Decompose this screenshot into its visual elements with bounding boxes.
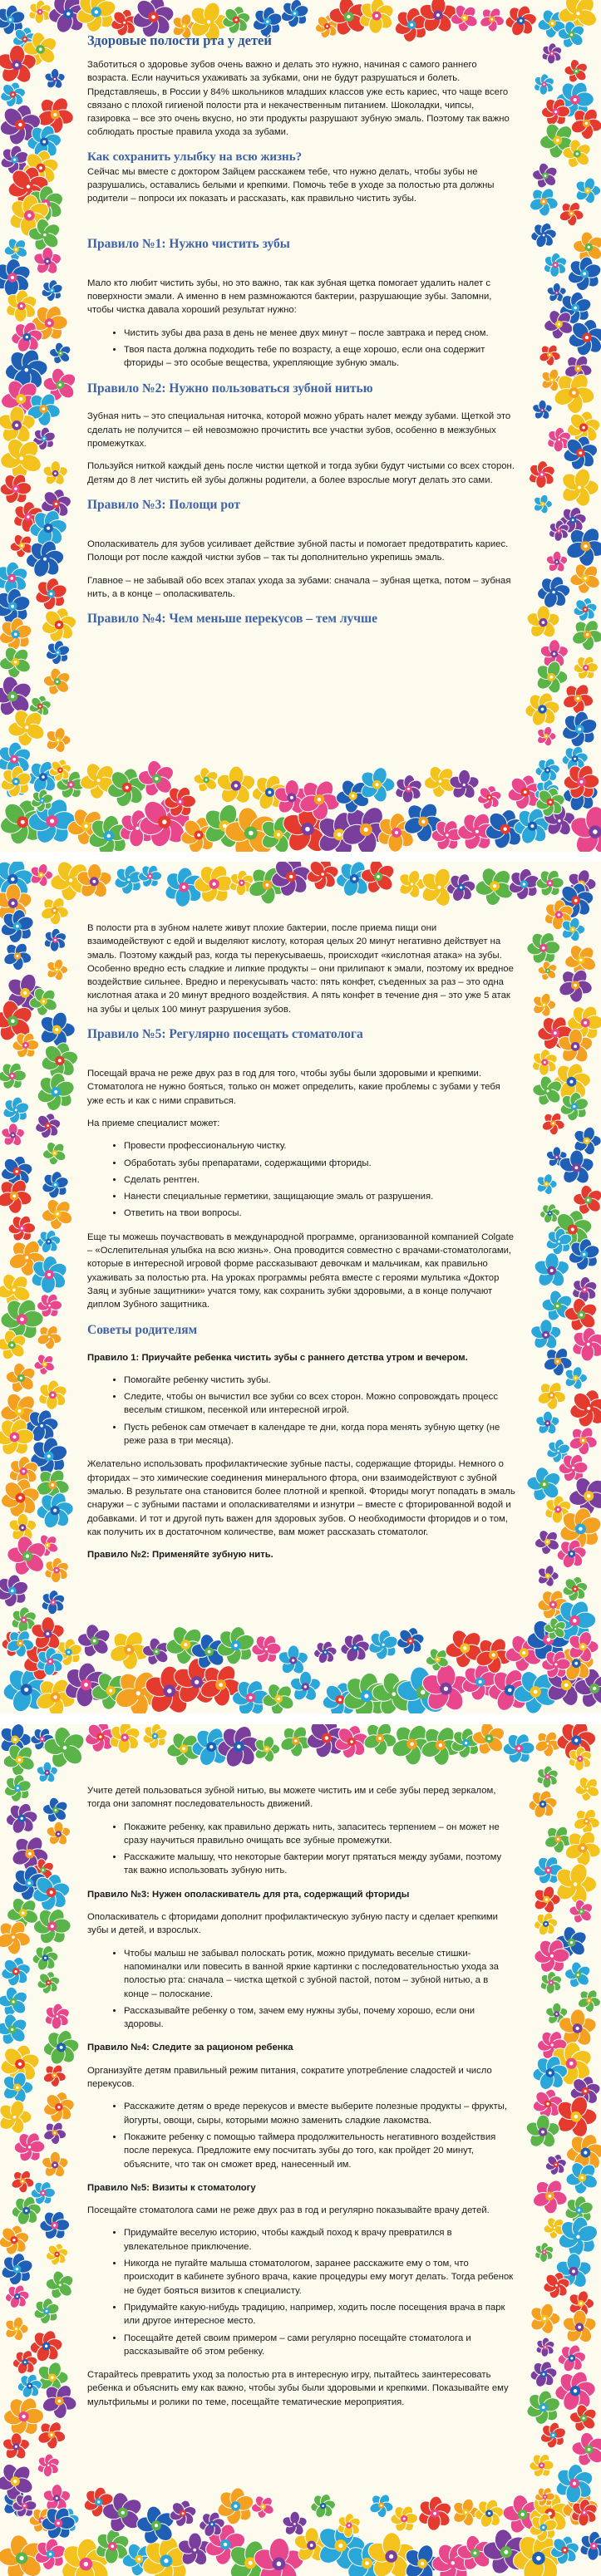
parents-heading: Советы родителям [87, 1322, 198, 1337]
flower-decoration [534, 1911, 559, 1936]
flower-decoration [46, 958, 68, 981]
visit-intro: На приеме специалист может: [87, 1118, 220, 1128]
list-item: • Придумайте какую-нибудь традицию, например, ходить после посещения врача в парк или другое интересное место. [124, 2301, 515, 2328]
flower-decoration [561, 2310, 598, 2345]
flower-decoration [479, 7, 505, 32]
flower-decoration [251, 2495, 275, 2519]
flower-decoration [193, 767, 219, 794]
dentist-paragraph: Посещайте стоматолога сами не реже двух раз в год и регулярно показывайте врачу детей. [87, 2205, 490, 2216]
flower-decoration [36, 2453, 61, 2477]
flower-decoration [574, 1776, 601, 1802]
flower-decoration [539, 1971, 564, 1994]
rule-2-paragraph-2: Пользуйся ниткой каждый день после чистки щеткой и тогда зубки будут чистыми со всех сторон. Детям до 8 лет чистить ей зубы должны родители, а более взрослые могут делать это сами. [87, 461, 515, 485]
flower-decoration [543, 253, 569, 278]
flower-decoration [3, 237, 28, 262]
flower-decoration [8, 1214, 36, 1243]
flower-decoration [574, 655, 599, 681]
list-item: • Сделать рентген. [124, 1173, 515, 1187]
flower-decoration [280, 0, 310, 28]
flower-decoration [566, 256, 601, 292]
flower-decoration [534, 2242, 554, 2263]
tip-1-list [87, 1374, 515, 1448]
flower-decoration [42, 2091, 76, 2124]
flower-decoration [108, 1724, 141, 1753]
tip-3-title: Правило №3: Нужен ополаскиватель для рта, содержащий фториды [87, 1889, 410, 1900]
visit-list [87, 1139, 515, 1220]
flower-decoration [539, 2421, 567, 2449]
flower-decoration [313, 1640, 337, 1665]
list-item: • Придумайте веселую историю, чтобы каждый поход к врачу превратился в увлекательное приключение. [124, 2226, 515, 2254]
flower-decoration [169, 2500, 197, 2528]
flower-decoration [141, 1724, 168, 1749]
flower-decoration [545, 551, 569, 573]
flower-decoration [564, 1961, 592, 1989]
flower-decoration [215, 766, 257, 806]
diet-paragraph: Организуйте детям правильный режим питания, сократите употребление сладостей и число перекусов. [87, 2065, 492, 2090]
flower-decoration [45, 2243, 68, 2266]
flower-decoration [532, 162, 559, 189]
flower-decoration [540, 42, 563, 64]
flower-decoration [3, 2316, 28, 2342]
flower-decoration [544, 2153, 567, 2175]
flower-decoration [535, 1172, 557, 1195]
flower-decoration [42, 1797, 69, 1824]
tip-1-title: Правило 1: Приучайте ребенка чистить зубы с раннего детства утром и вечером. [87, 1352, 468, 1363]
flower-decoration [34, 1112, 61, 1139]
flower-decoration [536, 1564, 559, 1587]
flower-decoration [534, 1528, 561, 1555]
flower-decoration [531, 992, 555, 1018]
flower-decoration [43, 2003, 71, 2030]
floss-paragraph: Учите детей пользоваться зубной нитью, вы можете чистить им и себе зубы перед зеркалом, тогда они запомнят последовательность движений. [87, 1786, 496, 1810]
flower-decoration [476, 784, 502, 810]
flower-decoration [0, 472, 32, 505]
flower-decoration [561, 682, 594, 715]
flower-decoration [41, 1171, 70, 1199]
flower-decoration [77, 1623, 112, 1659]
flower-decoration [533, 73, 555, 95]
list-item: • Чтобы малыш не забывал полоскать ротик, можно придумать веселые стишки-напоминалки или повесить в ванной яркие картинки с последовательностью ухода за полостью рта: сначала – чистка щеткой с зубной пастой, потом – зубной нитью, а в конце – полоскание. [124, 1947, 515, 2001]
flower-decoration [538, 343, 561, 366]
flower-decoration [554, 2369, 597, 2412]
rule-3-heading: Правило №3: Полощи рот [87, 497, 241, 512]
dentist-list [87, 2226, 515, 2358]
flower-decoration [36, 95, 76, 133]
flower-decoration [42, 460, 69, 486]
flower-decoration [12, 1031, 39, 1059]
flower-decoration [507, 868, 540, 901]
flower-decoration [0, 645, 32, 678]
flower-decoration [306, 862, 340, 892]
flower-decoration [40, 2210, 70, 2241]
flower-decoration [397, 869, 426, 899]
flower-decoration [416, 2495, 453, 2531]
rinse-paragraph: Ополаскиватель с фторидами дополнит профилактическую зубную пасту и сделает крепкими зубы и детей, и взрослых. [87, 1912, 498, 1936]
flower-decoration [533, 1252, 571, 1289]
program-paragraph: Еще ты можешь поучаствовать в международной программе, организованной компанией Colgate – «Ослепительная улыбка на всю жизнь». Она проводится совместно с врачами-стоматологами, которые в интересной игровой форме рассказывают девочкам и мальчикам, как правильно ухаживать за полостью рта. На уроках программы ребята вместе с героями мультика «Доктор Заяц и зубные защитники» учатся тому, как сохранить зубки здоровыми, а в конце получают диплом Зубного защитника. [87, 1231, 515, 1310]
flower-decoration [32, 2298, 60, 2325]
rule-2-paragraph-1: Зубная нить – это специальная ниточка, которой можно убрать налет между зубами. Щеткой это сделать не получится – ей невозможно прочистить все участки зубов, особенно в межзубных промежутках. [87, 411, 511, 450]
flower-decoration [25, 538, 64, 579]
flower-decoration [37, 2420, 67, 2449]
flower-decoration [281, 2511, 308, 2537]
flower-decoration [251, 1634, 281, 1664]
flower-decoration [0, 258, 32, 297]
flower-decoration [2, 941, 32, 971]
flower-decoration [36, 1072, 76, 1112]
closing-paragraph: Старайтесь превратить уход за полостью рта в интересную игру, пытайтесь заинтересовать ребенка и объяснить ему как важно, чтобы зубы были здоровыми и крепкими. Показывайте ему мультфильмы и ролики по теме, посещайте тематические мероприятия. [87, 2370, 509, 2407]
flower-decoration [368, 2493, 394, 2518]
diet-list [87, 2100, 515, 2170]
flower-decoration [396, 1626, 425, 1655]
flower-decoration [49, 342, 72, 365]
list-item: • Покажите ребенку, как правильно держать нить, запаситесь терпением – он может не сразу научиться правильно очищать все зубные промежутки. [124, 1821, 515, 1848]
flower-decoration [43, 667, 72, 696]
rule-3-paragraph-2: Главное – не забывай обо всех этапах ухода за зубами: сначала – зубная щетка, потом – зубная нить, а в конце – ополаскиватель. [87, 575, 511, 599]
tip-4-title: Правило №4: Следите за рационом ребенка [87, 2043, 293, 2053]
flower-decoration [569, 562, 601, 594]
flower-decoration [142, 1637, 171, 1667]
flower-decoration [525, 606, 561, 640]
fluoride-paragraph: Желательно использовать профилактические зубные пасты, содержащие фториды. Немного о фторидах – это химические соединения минерального фтора, они взаимодействуют с зубной эмалью. В результате она становится более плотной и крепкой. Фториды могут попадать в эмаль снаружи – с зубными пастами и ополаскивателями и изнутри – вместе с фторированной водой и добавками. И тот и другой путь важен для здоровых зубов. О необходимости фторидов и о том, как получить их в достаточном количестве, вам может рассказать стоматолог. [87, 1459, 515, 1537]
flower-decoration [536, 574, 570, 609]
rinse-list [87, 1947, 515, 2032]
flower-decoration [45, 1821, 71, 1846]
flower-decoration [367, 1629, 399, 1660]
flower-decoration [221, 5, 251, 35]
flower-decoration [42, 2028, 80, 2067]
rule-4-heading: Правило №4: Чем меньше перекусов – тем лучше [87, 612, 377, 627]
flower-decoration [541, 1111, 566, 1135]
list-item: • Провести профессиональную чистку. [124, 1139, 515, 1153]
flower-decoration [570, 1327, 601, 1362]
flower-decoration [32, 247, 62, 276]
list-item: • Нанести специальные герметики, защищающие эмаль от разрушения. [124, 1190, 515, 1203]
flower-decoration [536, 1380, 567, 1410]
list-item: • Чистить зубы два раза в день не менее двух минут – после завтрака и перед сном. [124, 327, 515, 340]
flower-decoration [570, 618, 601, 651]
flower-decoration [37, 1379, 68, 1410]
flower-decoration [32, 1944, 58, 1972]
flower-decoration [534, 757, 560, 784]
flower-decoration [534, 1411, 560, 1436]
flower-decoration [536, 725, 557, 747]
rule-2-heading: Правило №2: Нужно пользоваться зубной нитью [87, 381, 373, 396]
flower-decoration [43, 1557, 70, 1583]
flower-decoration [530, 1319, 563, 1350]
flower-decoration [138, 863, 162, 888]
flower-decoration [557, 2343, 586, 2373]
rule-1-list [87, 327, 515, 371]
flower-decoration [527, 931, 560, 966]
page-title: Здоровые полости рта у детей [87, 32, 272, 48]
flower-decoration [503, 1732, 534, 1765]
flower-decoration [573, 597, 598, 622]
flower-decoration [533, 494, 553, 514]
floss-list [87, 1821, 515, 1878]
list-item: • Посещайте детей своим примером – сами регулярно посещайте стоматолога и рассказывайте об этом ребенку. [124, 2332, 515, 2359]
flower-decoration [536, 868, 564, 897]
list-item: • Обработать зубы препаратами, содержащими фториды. [124, 1157, 515, 1170]
flower-decoration [0, 1123, 26, 1148]
list-item: • Расскажите детям о вреде перекусов и вместе выберите полезные продукты – фрукты, йогурты, овощи, сыры, которыми можно заменить сладкие лакомства. [124, 2100, 515, 2127]
flower-decoration [37, 1229, 62, 1254]
flower-decoration [10, 2169, 35, 2193]
flower-decoration [0, 1956, 31, 1988]
flower-decoration [564, 1829, 601, 1866]
page-3-content [87, 1784, 515, 2418]
flower-decoration [531, 400, 553, 420]
flower-decoration [34, 577, 68, 611]
flower-decoration [0, 81, 27, 108]
flower-decoration [571, 1276, 599, 1303]
flower-decoration [36, 1324, 62, 1349]
flower-decoration [3, 1774, 32, 1803]
flower-decoration [394, 774, 424, 804]
flower-decoration [0, 1986, 29, 2018]
list-item: • Расскажите малышу, что некоторые бактерии могут прятаться между зубами, поэтому так важно использовать зубную нить. [124, 1851, 515, 1878]
smile-heading: Как сохранить улыбку на всю жизнь? [87, 150, 303, 164]
flower-decoration [535, 1765, 559, 1788]
rule-1-paragraph: Мало кто любит чистить зубы, но это важно, так как зубная щетка помогает удалить налет с поверхности эмали. А именно в нем размножаются бактерии, разрушающие зубы. Запомни, чтобы чистка давала хороший результат нужно: [87, 278, 492, 316]
flower-decoration [6, 1362, 37, 1394]
flower-decoration [527, 460, 556, 489]
flower-decoration [530, 2452, 554, 2478]
flower-decoration [557, 967, 594, 1003]
flower-decoration [391, 2505, 418, 2534]
flower-decoration [574, 176, 600, 204]
flower-decoration [568, 806, 601, 852]
flower-decoration [0, 2252, 34, 2286]
flower-decoration [0, 617, 33, 651]
flower-decoration [38, 1010, 76, 1050]
flower-decoration [40, 1590, 66, 1615]
flower-decoration [569, 1389, 601, 1429]
page-3 [0, 1724, 601, 2576]
flower-decoration [528, 186, 559, 216]
tip-2-title: Правило №2: Применяйте зубную нить. [87, 1550, 273, 1561]
flower-decoration [568, 1425, 599, 1455]
flower-decoration [41, 2151, 70, 2179]
flower-decoration [5, 2283, 30, 2309]
snack-paragraph: В полости рта в зубном налете живут плохие бактерии, после приема пищи они взаимодействуют с едой и выделяют кислоту, которая целых 20 минут негативно действует на эмаль. Поэтому каждый раз, когда ты перекусываешь, происходит «кислотная атака» на зубы. Особенно вредно есть сладкие и липкие продукты – они прилипают к эмали, поэтому их вредное воздействие сильнее. Вредно и перекусывать часто: пять конфет, съеденных за раз – это одна кислотная атака и 20 минут вредного воздействия. А пять конфет в течение дня – это уже 5 атак на зубы и целых 100 минут разрушения зубов. [87, 923, 514, 1015]
flower-decoration [43, 68, 66, 90]
intro-paragraph: Заботиться о здоровье зубов очень важно и делать это нужно, начиная с самого раннего возраста. Если научиться ухаживать за зубками, они не будут разрушаться и болеть. Представляешь, в России у 84% школьников младших классов уже есть кариес, что чаще всего связано с плохой гигиеной полости рта и некачественным питанием. Шоколадки, чипсы, газировка – все это очень вкусно, но эти продукты разрушают зубную эмаль. Поэтому так важно соблюдать простые правила ухода за зубами. [87, 60, 510, 138]
flower-decoration [525, 691, 560, 727]
flower-decoration [525, 2115, 561, 2150]
list-item: • Пусть ребенок сам отмечает в календаре те дни, когда пора менять зубную щетку (не реже раза в три месяца). [124, 1421, 515, 1448]
flower-decoration [2, 2433, 31, 2461]
flower-decoration [340, 1632, 370, 1663]
page-2-content [87, 922, 515, 1571]
flower-decoration [6, 1802, 38, 1835]
flower-decoration [571, 2431, 601, 2468]
flower-decoration [42, 2121, 67, 2145]
flower-decoration [530, 1049, 559, 1076]
flower-decoration [14, 2131, 45, 2163]
rule-1-heading: Правило №1: Нужно чистить зубы [87, 236, 290, 251]
flower-decoration [529, 2302, 560, 2335]
list-item: • Следите, чтобы он вычистил все зубки со всех сторон. Можно сопровождать процесс веселым стишком, песенкой или интересной игрой. [124, 1390, 515, 1418]
flower-decoration [0, 2224, 30, 2255]
flower-decoration [446, 873, 476, 903]
flower-decoration [2, 1096, 30, 1124]
flower-decoration [559, 467, 599, 509]
flower-decoration [538, 961, 559, 981]
flower-decoration [42, 928, 67, 952]
flower-decoration [564, 1365, 588, 1390]
flower-decoration [534, 2338, 555, 2357]
flower-decoration [532, 1885, 560, 1914]
rule-5-paragraph: Посещай врача не реже двух раз в год для того, чтобы зубы были здоровыми и крепкими. Стоматолога не нужно бояться, только он может определить, какие проблемы с зубами у тебя уже есть и как с ними справиться. [87, 1069, 500, 1106]
flower-decoration [579, 2531, 601, 2561]
flower-decoration [573, 1807, 601, 1835]
flower-decoration [531, 2178, 569, 2215]
flower-decoration [46, 2270, 76, 2300]
page-2 [0, 862, 601, 1713]
list-item: • Покажите ребенку с помощью таймера продолжительность негативного воздействия после перекуса. Предложите ему посчитать зубы до того, как пройдет 20 минут, объясните, что так он сможет вред, нанесенный им. [124, 2131, 515, 2171]
flower-decoration [558, 200, 584, 226]
list-item: • Ответить на твои вопросы. [124, 1207, 515, 1220]
flower-decoration [0, 1574, 30, 1608]
tip-5-title: Правило №5: Визиты к стоматологу [87, 2182, 256, 2193]
flower-decoration [17, 2372, 42, 2398]
flower-decoration [569, 1899, 594, 1925]
flower-decoration [42, 1140, 67, 1165]
flower-decoration [33, 1353, 56, 1375]
flower-decoration [40, 896, 70, 925]
flower-decoration [530, 222, 557, 249]
flower-decoration [36, 1491, 74, 1530]
rule-5-heading: Правило №5: Регулярно посещать стоматолога [87, 1027, 363, 1042]
flower-decoration [530, 2360, 558, 2388]
flower-decoration [560, 710, 599, 748]
flower-decoration [577, 1989, 601, 2013]
list-item: • Помогайте ребенку чистить зубы. [124, 1374, 515, 1387]
rule-3-paragraph-1: Ополаскиватель для зубов усиливает действие зубной пасты и помогает предотвратить кариес. Полощи рот после каждой чистки зубов – так ты дополнительно укрепишь эмаль. [87, 538, 509, 563]
flower-decoration [3, 2396, 44, 2438]
flower-decoration [528, 1789, 558, 1820]
flower-decoration [33, 1906, 71, 1946]
flower-decoration [0, 2013, 29, 2047]
flower-decoration [37, 1970, 61, 1994]
flower-decoration [310, 2493, 336, 2519]
flower-decoration [27, 0, 52, 24]
flower-decoration [562, 1576, 589, 1602]
flower-decoration [0, 2099, 32, 2136]
smile-paragraph: Сейчас мы вместе с доктором Зайцем расскажем тебе, что нужно делать, чтобы зубы не разрушались, оставались белыми и крепкими. Помочь тебе в уходе за полостью рта должны родители – попроси их показать и рассказать, как правильно чистить зубы. [87, 166, 495, 204]
flower-decoration [45, 640, 71, 666]
flower-decoration [0, 1477, 41, 1519]
flower-decoration [288, 1671, 322, 1703]
flower-decoration [474, 2498, 504, 2529]
flower-decoration [45, 726, 71, 754]
flower-decoration [41, 607, 77, 644]
list-item: • Рассказывайте ребенку о том, зачем ему нужны зубы, почему хорошо, если они здоровы. [124, 2004, 515, 2032]
flower-decoration [41, 279, 64, 302]
flower-decoration [42, 2063, 67, 2087]
list-item: • Твоя паста должна подходить тебе по возрасту, а еще хорошо, если она содержит фториды – это особые вещества, укрепляющие зубную эмаль. [124, 343, 515, 371]
flower-decoration [41, 1197, 74, 1231]
list-item: • Никогда не пугайте малыша стоматологом, заранее расскажите ему о том, что происходит в кабинете зубного врача, какие процедуры ему могут делать. Тогда ребенок не будет бояться визитов к специалисту. [124, 2257, 515, 2298]
flower-decoration [262, 1682, 296, 1713]
page-1 [0, 0, 601, 852]
flower-decoration [0, 1061, 27, 1091]
flower-decoration [532, 2088, 564, 2120]
page-1-content [87, 32, 515, 640]
flower-decoration [564, 58, 589, 84]
